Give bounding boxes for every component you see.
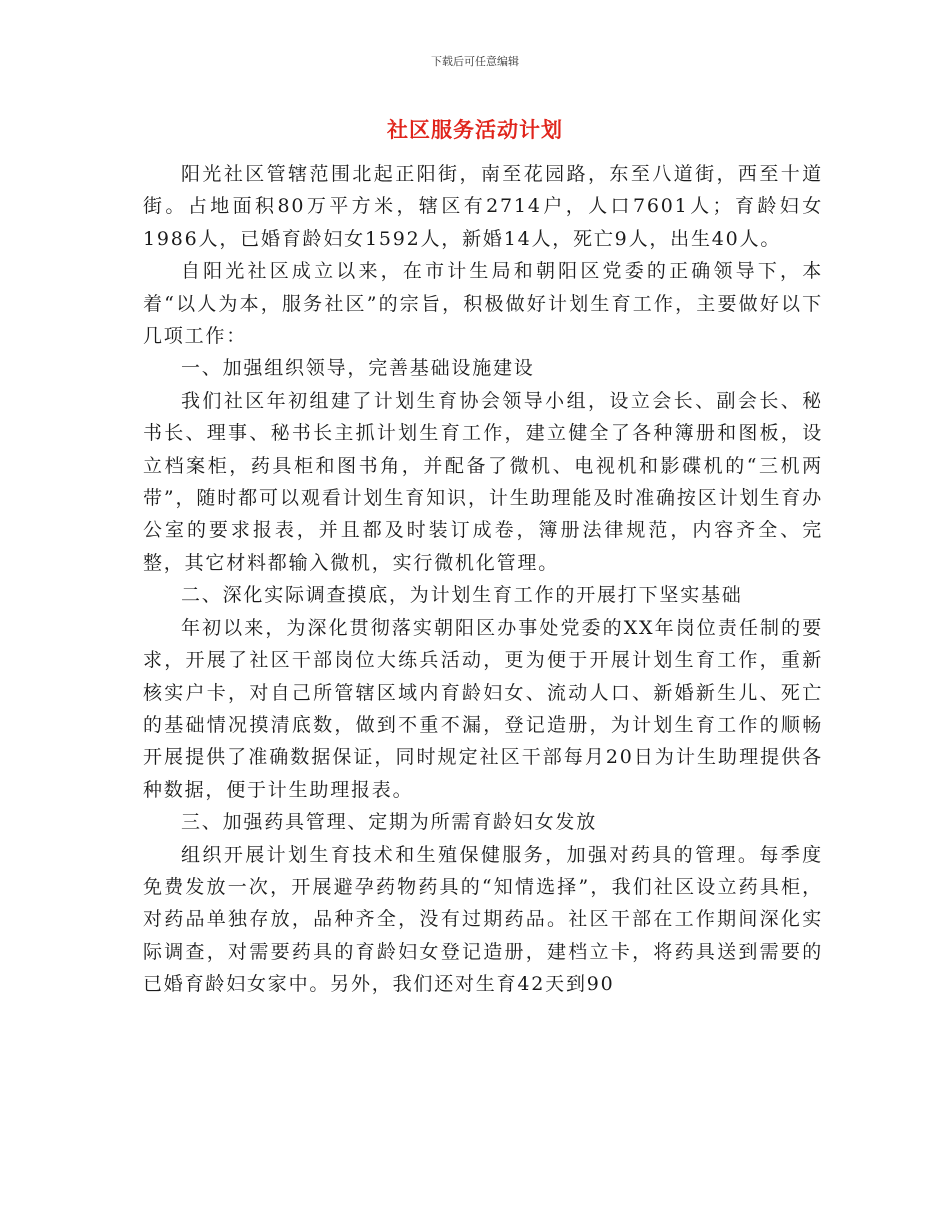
section-heading-2: 二、深化实际调查摸底，为计划生育工作的开展打下坚实基础 (181, 584, 743, 607)
paragraph-overview: 阳光社区管辖范围北起正阳街，南至花园路，东至八道街，西至十道街。占地面积80万平方米，辖区有2714户，人口7601人；育龄妇女1986人，已婚育龄妇女1592人，新婚14人，死亡9人，出生40人。 (143, 163, 823, 250)
document-title: 社区服务活动计划 (387, 118, 563, 142)
document-body (143, 158, 823, 1001)
section-heading-3: 三、加强药具管理、定期为所需育龄妇女发放 (181, 811, 598, 834)
paragraph-section-2: 年初以来，为深化贯彻落实朝阳区办事处党委的XX年岗位责任制的要求，开展了社区干部岗位大练兵活动，更为便于开展计划生育工作，重新核实户卡，对自己所管辖区域内育龄妇女、流动人口、新婚新生儿、死亡的基础情况摸清底数，做到不重不漏，登记造册，为计划生育工作的顺畅开展提供了准确数据保证，同时规定社区干部每月20日为计生助理提供各种数据，便于计生助理报表。 (143, 616, 823, 801)
paragraph-section-1: 我们社区年初组建了计划生育协会领导小组，设立会长、副会长、秘书长、理事、秘书长主抓计划生育工作，建立健全了各种簿册和图板，设立档案柜，药具柜和图书角，并配备了微机、电视机和影碟机的“三机两带”，随时都可以观看计划生育知识，计生助理能及时准确按区计划生育办公室的要求报表，并且都及时装订成卷，簿册法律规范，内容齐全、完整，其它材料都输入微机，实行微机化管理。 (143, 389, 823, 574)
section-heading-1: 一、加强组织领导，完善基础设施建设 (181, 357, 535, 380)
header-note: 下载后可任意编辑 (431, 55, 519, 68)
paragraph-intro: 自阳光社区成立以来，在市计生局和朝阳区党委的正确领导下，本着“以人为本，服务社区”的宗旨，积极做好计划生育工作，主要做好以下几项工作： (143, 260, 823, 348)
paragraph-section-3: 组织开展计划生育技术和生殖保健服务，加强对药具的管理。每季度免费发放一次，开展避孕药物药具的“知情选择”，我们社区设立药具柜，对药品单独存放，品种齐全，没有过期药品。社区干部在工作期间深化实际调查，对需要药具的育龄妇女登记造册，建档立卡，将药具送到需要的已婚育龄妇女家中。另外，我们还对生育42天到90 (143, 843, 823, 996)
